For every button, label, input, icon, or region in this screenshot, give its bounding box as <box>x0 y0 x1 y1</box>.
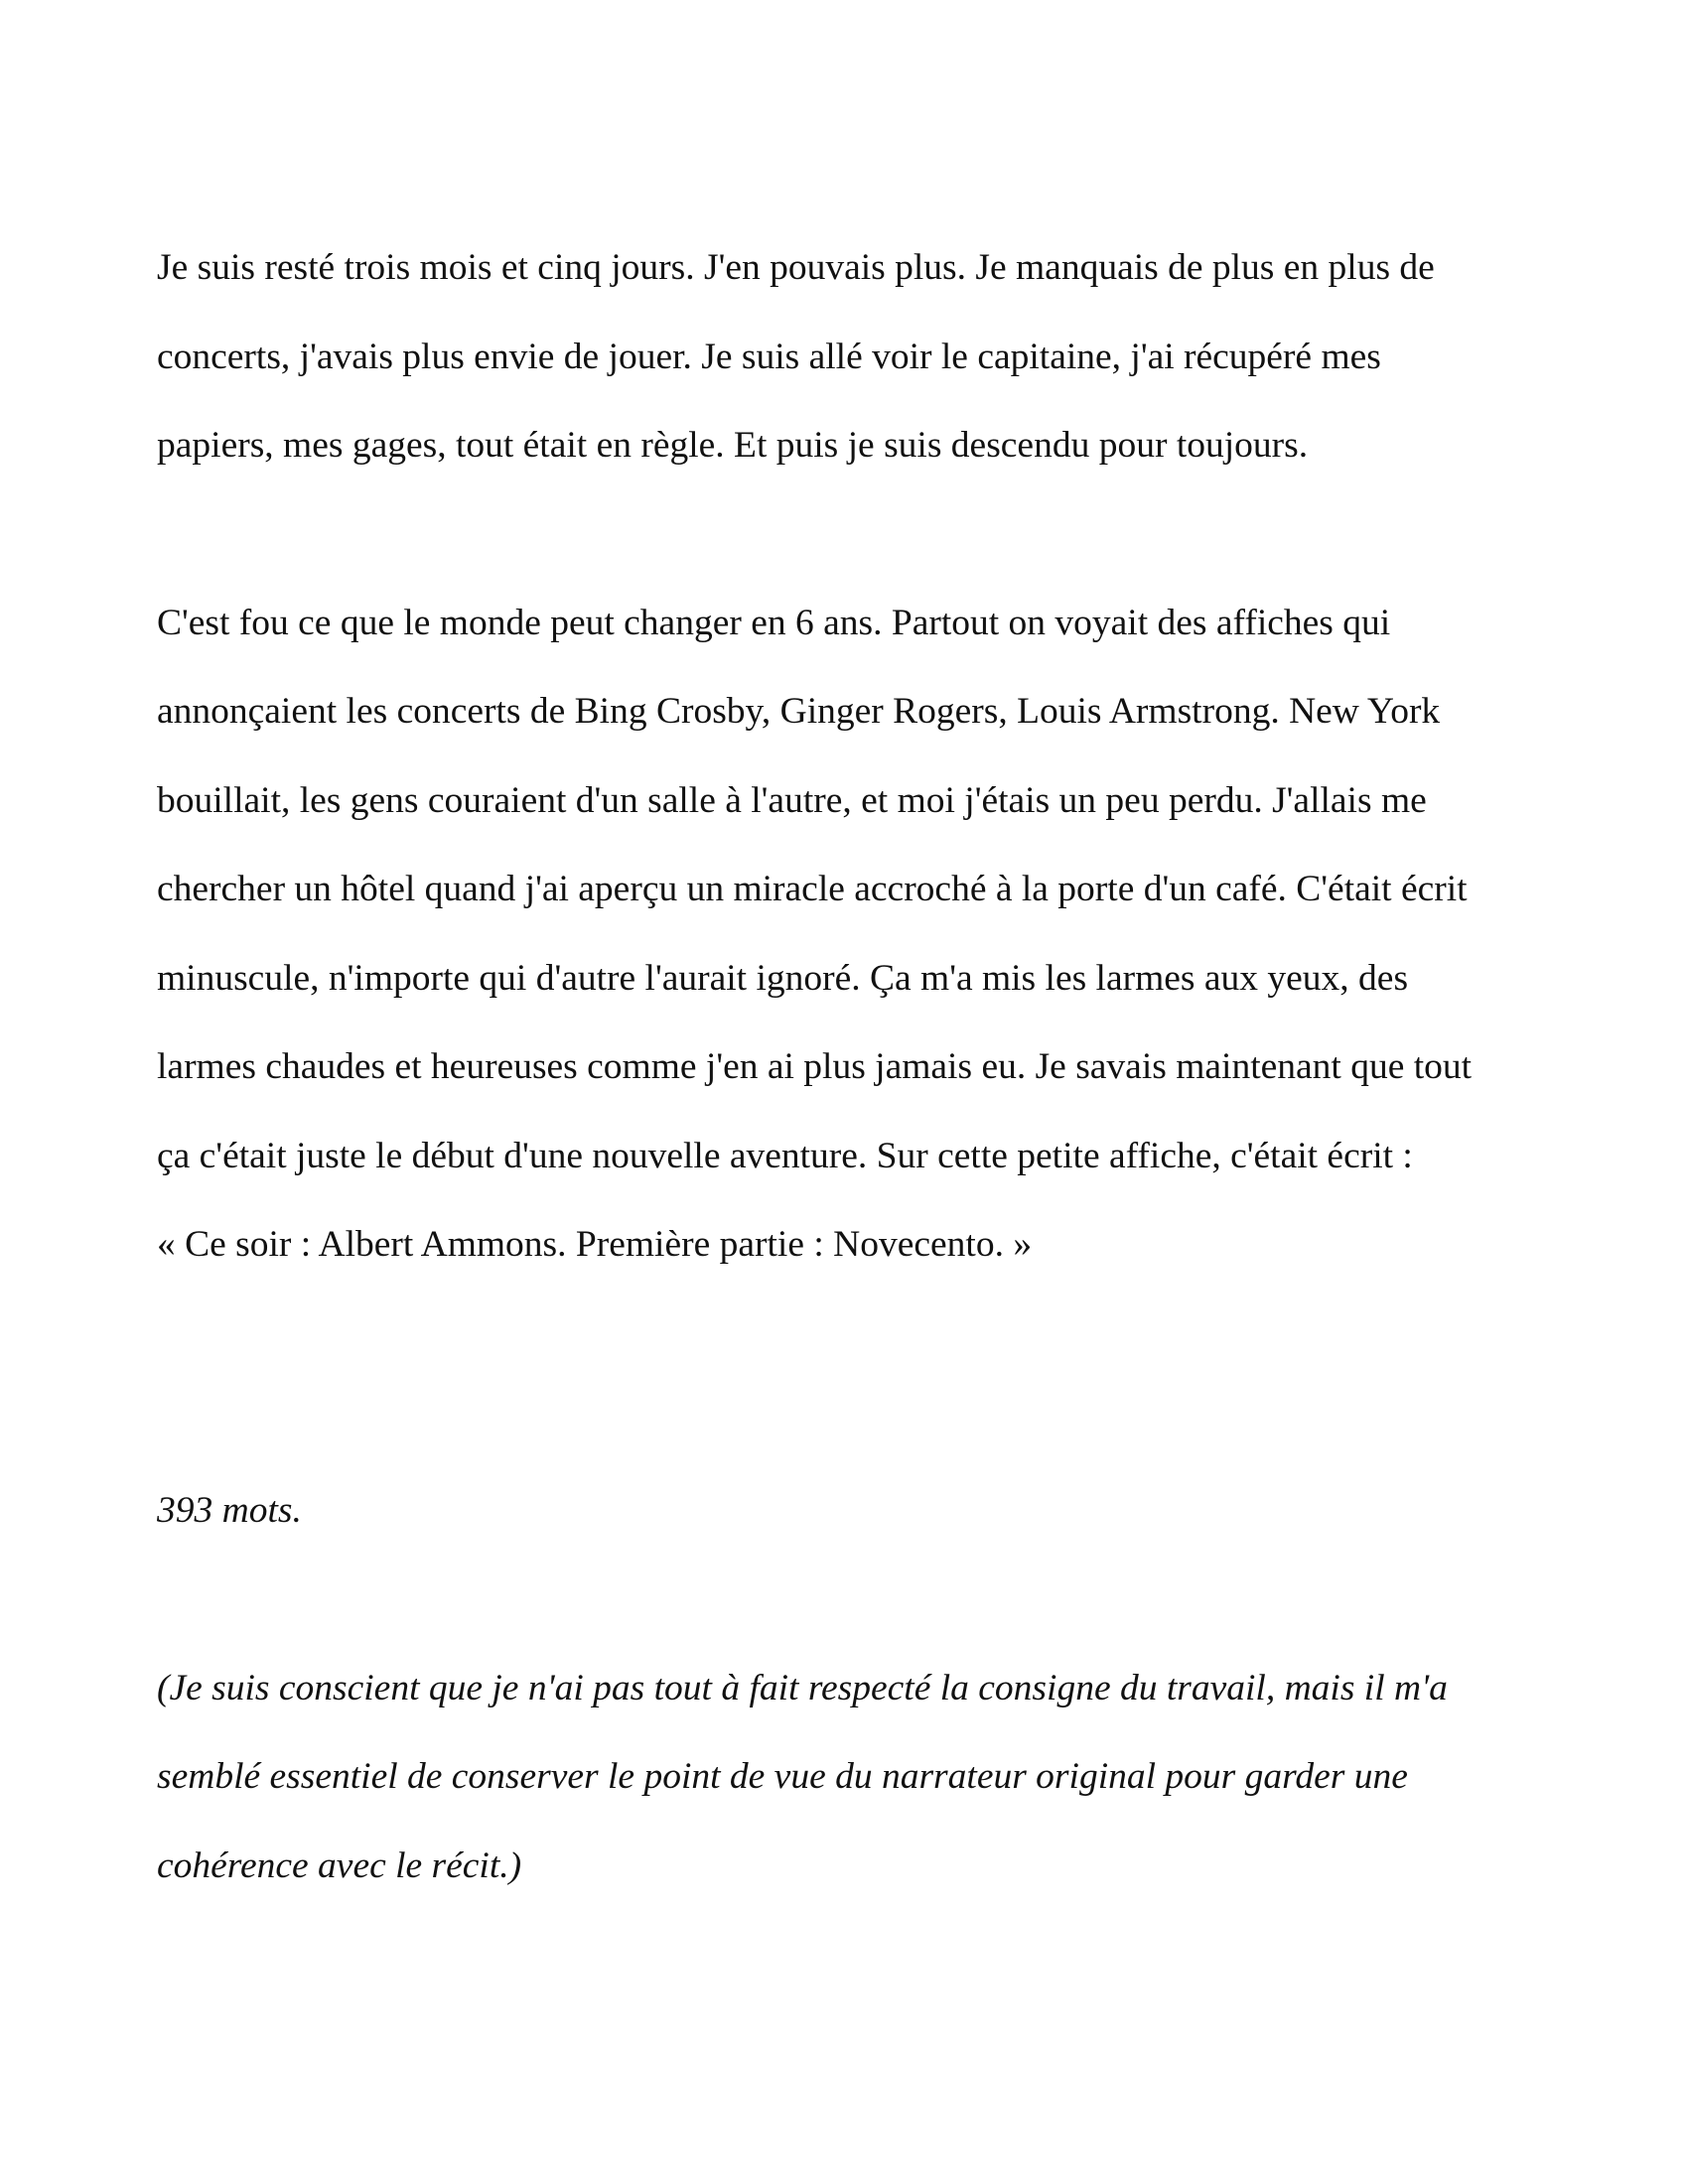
author-note-line: cohérence avec le récit.) <box>157 1845 522 1886</box>
paragraph-1-line: Je suis resté trois mois et cinq jours. J'en pouvais plus. Je manquais de plus en plus de <box>157 247 1435 288</box>
paragraph-1-line: papiers, mes gages, tout était en règle. Et puis je suis descendu pour toujours. <box>157 425 1309 466</box>
paragraph-2-line: C'est fou ce que le monde peut changer en 6 ans. Partout on voyait des affiches qui <box>157 603 1391 643</box>
paragraph-2-line: minuscule, n'importe qui d'autre l'aurait ignoré. Ça m'a mis les larmes aux yeux, des <box>157 958 1409 999</box>
paragraph-2-line: ça c'était juste le début d'une nouvelle aventure. Sur cette petite affiche, c'était écrit : <box>157 1136 1413 1176</box>
paragraph-2-line: annonçaient les concerts de Bing Crosby, Ginger Rogers, Louis Armstrong. New York <box>157 691 1441 732</box>
paragraph-2-line: bouillait, les gens couraient d'un salle à l'autre, et moi j'étais un peu perdu. J'allais me <box>157 780 1427 821</box>
word-count: 393 mots. <box>157 1490 302 1531</box>
paragraph-2-line: larmes chaudes et heureuses comme j'en ai plus jamais eu. Je savais maintenant que tout <box>157 1046 1473 1087</box>
author-note-line: (Je suis conscient que je n'ai pas tout à fait respecté la consigne du travail, mais il m'a <box>157 1668 1448 1708</box>
paragraph-2-line: chercher un hôtel quand j'ai aperçu un miracle accroché à la porte d'un café. C'était écrit <box>157 869 1468 909</box>
paragraph-2-line: « Ce soir : Albert Ammons. Première partie : Novecento. » <box>157 1224 1033 1265</box>
author-note-line: semblé essentiel de conserver le point de vue du narrateur original pour garder une <box>157 1756 1408 1797</box>
paragraph-1-line: concerts, j'avais plus envie de jouer. Je suis allé voir le capitaine, j'ai récupéré mes <box>157 337 1381 377</box>
